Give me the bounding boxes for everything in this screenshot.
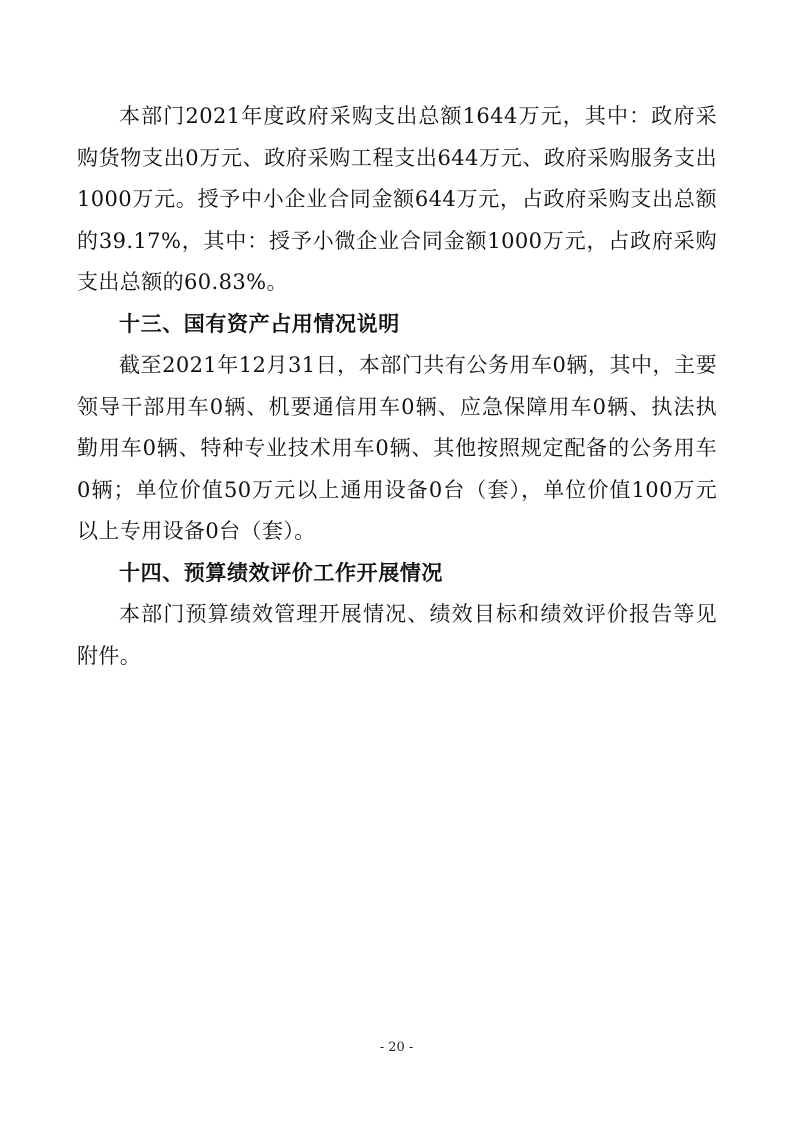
page-number: - 20 -	[379, 1040, 414, 1055]
performance-evaluation-paragraph: 本部门预算绩效管理开展情况、绩效目标和绩效评价报告等见附件。	[77, 602, 717, 668]
state-assets-paragraph: 截至2021年12月31日，本部门共有公务用车0辆，其中，主要领导干部用车0辆、机要通信用车0辆、应急保障用车0辆、执法执勤用车0辆、特种专业技术用车0辆、其他按照规定配备的公务用车0辆；单位价值50万元以上通用设备0台（套），单位价值100万元以上专用设备0台（套）。	[77, 353, 717, 543]
section-heading-state-assets: 十三、国有资产占用情况说明	[119, 311, 400, 336]
section-heading-performance-evaluation: 十四、预算绩效评价工作开展情况	[119, 560, 443, 585]
document-body	[77, 96, 717, 677]
procurement-paragraph: 本部门2021年度政府采购支出总额1644万元，其中：政府采购货物支出0万元、政府采购工程支出644万元、政府采购服务支出1000万元。授予中小企业合同金额644万元，占政府采购支出总额的39.17%，其中：授予小微企业合同金额1000万元，占政府采购支出总额的60.83%。	[77, 104, 717, 294]
